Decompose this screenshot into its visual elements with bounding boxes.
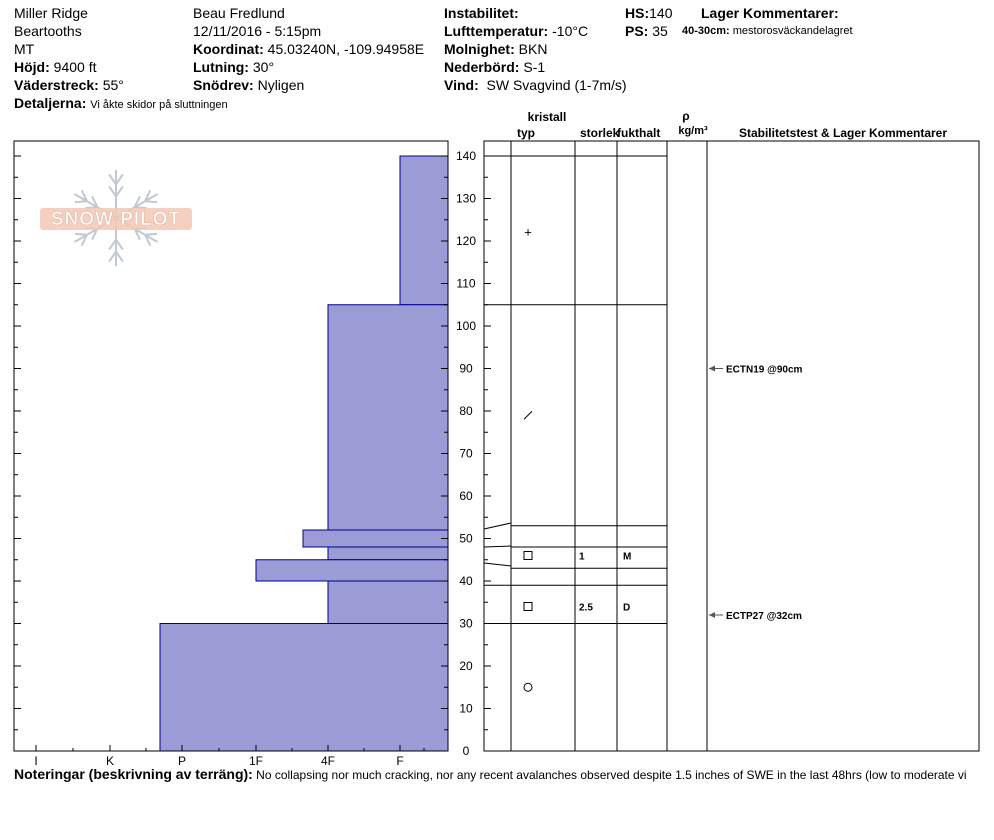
wind-label: Vind:: [444, 77, 479, 93]
instability-label: Instabilitet:: [444, 5, 519, 21]
flake-branch: [85, 207, 97, 208]
grain-symbol-facet: [524, 552, 532, 560]
hardness-bar: [160, 624, 448, 752]
notes-text: No collapsing nor much cracking, nor any recent avalanches observed despite 1.5 inches of SWE in the last 48hrs (low to moderate vi: [256, 768, 967, 782]
precip-value: S-1: [523, 59, 546, 75]
hardness-tick-label: 4F: [320, 754, 336, 768]
elevation-value: 9400 ft: [53, 59, 97, 75]
depth-tick-label: 40: [459, 574, 473, 588]
range: Beartooths: [14, 23, 82, 39]
hardness-bar: [400, 156, 448, 305]
hardness-tick-label: K: [105, 754, 115, 768]
flake-branch: [116, 174, 123, 184]
slope-label: Lutning:: [193, 59, 249, 75]
stability-tests: [709, 365, 803, 623]
location: Miller Ridge: [14, 5, 88, 21]
sky-value: BKN: [518, 41, 548, 57]
flake-branch: [145, 234, 157, 235]
grain-size: 2.5: [579, 602, 593, 614]
wind-value: SW Svagvind (1-7m/s): [486, 77, 627, 93]
flake-branch: [109, 240, 116, 250]
hardness-bar: [328, 547, 448, 560]
moisture-header: fukthalt: [617, 126, 661, 140]
depth-tick-label: 60: [459, 489, 473, 503]
hardness-tick-label: F: [396, 754, 404, 768]
depth-tick-label: 120: [455, 234, 477, 248]
observer: Beau Fredlund: [193, 5, 285, 21]
depth-tick-label: 70: [459, 446, 473, 461]
depth-tick-label: 0: [462, 744, 470, 758]
elevation-label: Höjd:: [14, 59, 50, 75]
grain-symbol-new: +: [524, 224, 532, 240]
hardness-bars: [160, 156, 448, 751]
ps-label: PS:: [625, 23, 649, 39]
grain-symbols: [524, 225, 631, 692]
flake-branch: [109, 186, 116, 196]
density-unit: kg/m³: [678, 125, 708, 137]
notes-label: Noteringar (beskrivning av terräng):: [14, 766, 253, 782]
grain-size: 1: [579, 551, 585, 563]
test-label: ECTN19 @90cm: [726, 364, 803, 376]
depth-tick-label: 140: [455, 149, 477, 163]
coord-label: Koordinat:: [193, 41, 264, 57]
logo-text: SNOW PILOT: [50, 209, 182, 230]
hs-value: 140: [649, 5, 673, 21]
layer-comments-label: Lager Kommentarer:: [701, 5, 839, 21]
depth-tick-label: 20: [459, 659, 473, 673]
depth-tick-label: 110: [456, 276, 476, 291]
grain-table-frame: [484, 141, 979, 751]
grain-moisture: D: [623, 602, 631, 614]
density-symbol: ρ: [682, 109, 690, 123]
test-arrow-head: [709, 612, 715, 618]
flake-branch: [145, 201, 157, 202]
details-value: Vi åkte skidor på sluttningen: [90, 99, 228, 111]
flake-branch: [109, 174, 116, 184]
hardness-tick-label: P: [177, 754, 187, 768]
air-temp-label: Lufttemperatur:: [444, 23, 549, 39]
datetime: 12/11/2016 - 5:15pm: [193, 23, 322, 39]
hardness-tick-label: 1F: [248, 754, 264, 768]
stability-header: Stabilitetstest & Lager Kommentarer: [738, 126, 948, 140]
size-header: storlek: [580, 126, 620, 140]
hardness-bar: [303, 530, 448, 547]
flake-branch: [116, 186, 123, 196]
hardness-bar: [256, 560, 448, 581]
state: MT: [14, 41, 35, 57]
layer-connector: [484, 523, 511, 529]
depth-tick-label: 100: [455, 319, 477, 333]
layer-connector: [484, 563, 511, 566]
coord-value: 45.03240N, -109.94958E: [267, 41, 425, 57]
grain-symbol-round: [524, 683, 532, 691]
hardness-tick-label: I: [34, 754, 38, 768]
layer-connector: [484, 546, 511, 547]
details-label: Detaljerna:: [14, 95, 87, 111]
air-temp-value: -10°C: [552, 23, 589, 39]
grain-symbol-facet: [524, 603, 532, 611]
hardness-bar: [328, 305, 448, 530]
grain-symbol-decomposing: [524, 411, 532, 419]
depth-tick-label: 50: [459, 531, 473, 546]
notes-row: [14, 766, 994, 782]
flake-branch: [135, 207, 147, 208]
flake-branch: [75, 234, 87, 235]
sky-label: Molnighet:: [444, 41, 515, 57]
flake-branch: [75, 201, 87, 202]
flake-branch: [109, 252, 116, 262]
hs-label: HS:: [625, 5, 650, 21]
layer-comment-text: mestorosväckandelagret: [732, 25, 853, 37]
type-header: typ: [517, 126, 535, 140]
precip-label: Nederbörd:: [444, 59, 520, 75]
wind-load-value: Nyligen: [257, 77, 305, 93]
depth-tick-label: 90: [459, 361, 473, 376]
column-headers: [517, 109, 947, 140]
flake-branch: [116, 252, 123, 262]
depth-tick-label: 30: [459, 616, 473, 631]
ps-value: 35: [652, 23, 668, 39]
wind-load-label: Snödrev:: [193, 77, 254, 93]
flake-branch: [116, 240, 123, 250]
crystal-header: kristall: [527, 110, 567, 124]
test-arrow-head: [709, 366, 715, 372]
grain-moisture: M: [623, 551, 632, 563]
snowpilot-logo: [40, 170, 192, 266]
aspect-value: 55°: [102, 77, 124, 93]
depth-tick-label: 130: [455, 191, 477, 206]
layer-comment-depth: 40-30cm:: [682, 25, 730, 37]
test-label: ECTP27 @32cm: [726, 611, 802, 622]
depth-tick-label: 10: [459, 701, 473, 716]
depth-tick-label: 80: [459, 404, 473, 418]
hardness-bar: [328, 581, 448, 624]
aspect-label: Väderstreck:: [14, 77, 99, 93]
slope-value: 30°: [252, 59, 275, 75]
column-lines: [511, 141, 707, 751]
